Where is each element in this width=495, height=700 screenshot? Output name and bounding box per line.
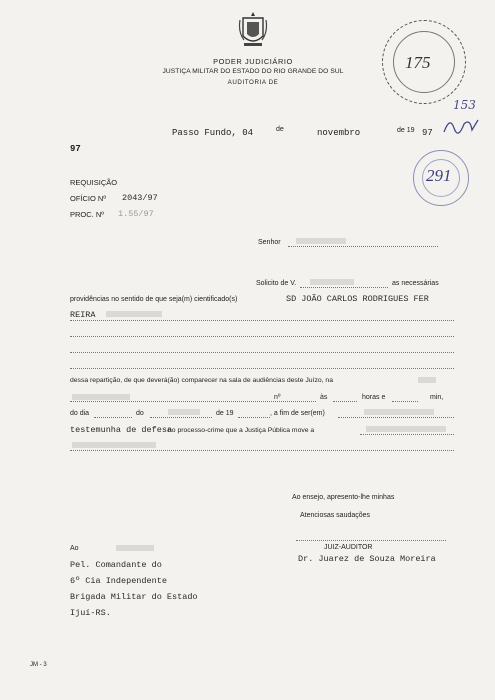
name-typed-line-1: SD JOÃO CARLOS RODRIGUES FER	[286, 294, 429, 304]
processo-text: no processo-crime que a Justiça Pública move a	[168, 427, 315, 434]
dessa-reparticao-text: dessa repartição, de que deverá(ão) comparecer na sala de audiências deste Juízo, na	[70, 377, 333, 384]
blank-line-4	[70, 368, 454, 369]
reference-number: 97	[70, 144, 81, 154]
no-label: nº	[274, 394, 281, 401]
solicito-label: Solicito de V.	[256, 280, 297, 287]
accused-faded-2	[72, 442, 156, 448]
name-typed-line-2: REIRA	[70, 310, 96, 320]
header-auditoria: AUDITORIA DE	[227, 79, 279, 86]
signature-line	[296, 540, 446, 541]
day-line	[94, 417, 132, 418]
date-month: novembro	[317, 128, 361, 138]
senhor-line	[288, 246, 438, 247]
purpose-line	[338, 417, 454, 418]
header-poder-judiciario: PODER JUDICIÁRIO	[213, 57, 293, 66]
ao-faded	[116, 545, 154, 551]
hours-line	[333, 401, 357, 402]
fim-text: , a fim de ser(em)	[270, 410, 325, 417]
blank-line-3	[70, 352, 454, 353]
proc-label: PROC. Nº	[70, 210, 104, 219]
solicito-line	[300, 287, 388, 288]
signature-name: Dr. Juarez de Souza Moreira	[298, 554, 436, 564]
month-line	[150, 417, 212, 418]
date-year: 97	[422, 128, 433, 138]
coat-of-arms-emblem	[238, 10, 268, 50]
page-number-value: 291	[426, 166, 452, 185]
page-number-stamp	[413, 150, 469, 206]
address-line-4: Ijuí-RS.	[70, 608, 111, 618]
oficio-value: 2043/97	[122, 193, 158, 203]
minutes-line	[392, 401, 418, 402]
as-label: às	[320, 394, 328, 401]
senhor-faded-text	[296, 238, 346, 244]
providencias-text: providências no sentido de que seja(m) cientificado(s)	[70, 296, 238, 303]
blank-line-1	[70, 320, 454, 321]
date-city: Passo Fundo, 04	[172, 128, 254, 138]
ao-label: Ao	[70, 545, 79, 552]
necessarias-text: as necessárias	[392, 280, 439, 287]
date-de-1: de	[276, 126, 284, 133]
blank-line-2	[70, 336, 454, 337]
solicito-faded-text	[310, 279, 354, 285]
oficio-label: OFÍCIO Nº	[70, 194, 107, 203]
purpose-faded	[364, 409, 434, 415]
accused-faded	[366, 426, 446, 432]
year-line	[238, 417, 270, 418]
address-line-3: Brigada Militar do Estado	[70, 592, 198, 602]
horas-e-label: horas e	[362, 394, 386, 401]
handwritten-page-number: 153	[453, 98, 476, 112]
address-line-2: 6º Cia Independente	[70, 576, 167, 586]
saudacoes-text: Atenciosas saudações	[300, 512, 371, 519]
date-de-19: de 19	[397, 127, 415, 134]
month-faded	[168, 409, 200, 415]
stamp-number: 175	[405, 53, 431, 72]
do-dia-label: do dia	[70, 410, 90, 417]
do-label: do	[136, 410, 144, 417]
ao-ensejo-text: Ao ensejo, apresento-lhe minhas	[292, 494, 395, 501]
de-19-label: de 19	[216, 410, 234, 417]
testemunha-typed: testemunha de defesa	[70, 425, 173, 435]
signature-title: JUIZ-AUDITOR	[324, 544, 373, 551]
requisicao-label: REQUISIÇÃO	[70, 178, 118, 187]
senhor-label: Senhor	[258, 239, 281, 246]
name-faded-rest	[106, 311, 162, 317]
location-faded-2	[72, 394, 130, 400]
received-stamp	[382, 20, 466, 104]
proc-value: 1.55/97	[118, 209, 154, 219]
location-line	[70, 401, 316, 402]
location-faded	[418, 377, 436, 383]
min-label: min,	[430, 394, 444, 401]
handwritten-initials	[442, 114, 482, 136]
accused-line	[360, 434, 454, 435]
header-justica-militar: JUSTIÇA MILITAR DO ESTADO DO RIO GRANDE DO SUL	[162, 68, 344, 75]
form-code: JM - 3	[30, 662, 47, 668]
address-line-1: Pel. Comandante do	[70, 560, 162, 570]
accused-line-2	[70, 450, 454, 451]
